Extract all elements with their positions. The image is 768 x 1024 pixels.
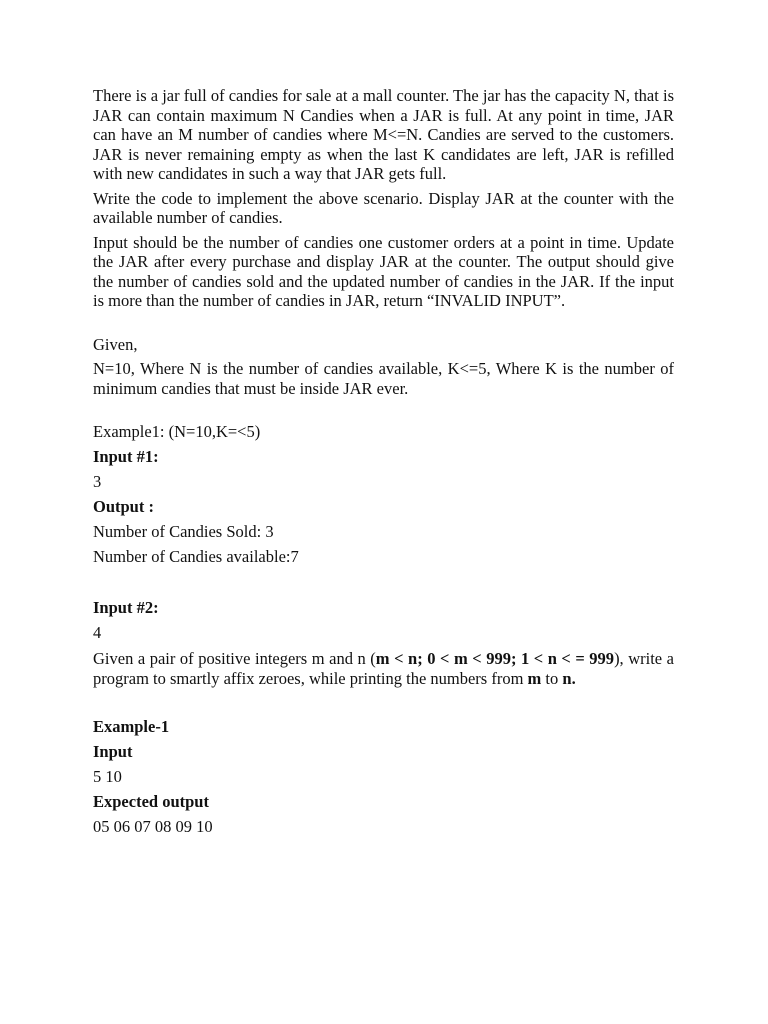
- question-2-text-3: to: [541, 668, 563, 688]
- example1-label: Example1: (N=10,K=<5): [93, 422, 261, 441]
- problem-paragraph-1: There is a jar full of candies for sale at a mall counter. The jar has the capacity N, that is JAR can contain maximum N Candies when a JAR is full. At any point in time, JAR can have an M number of candies where M<=N. Candies are served to the customers. JAR is never remaining empty as when the last K candidates are left, JAR is refilled with new candidates in such a way that JAR gets full.: [93, 86, 674, 183]
- input-label: Input: [93, 742, 133, 761]
- expected-output-value: 05 06 07 08 09 10: [93, 817, 213, 836]
- output-label: Output :: [93, 497, 154, 516]
- question-2-n: n.: [562, 668, 576, 688]
- input2-value: 4: [93, 623, 102, 642]
- question-2-constraints: m < n; 0 < m < 999; 1 < n < = 999: [375, 649, 615, 668]
- expected-output-label: Expected output: [93, 792, 209, 811]
- example-heading: Example-1: [93, 717, 170, 736]
- problem-paragraph-2: Write the code to implement the above scenario. Display JAR at the counter with the available number of candies.: [93, 188, 674, 227]
- question-2-text-1: Given a pair of positive integers m and n (: [93, 649, 376, 668]
- given-label: Given,: [93, 334, 138, 354]
- question-2-text-2: ), write a program to smartly affix zeroes, while printing the numbers from: [93, 649, 674, 688]
- input1-label: Input #1:: [93, 447, 159, 466]
- problem-paragraph-3: Input should be the number of candies one customer orders at a point in time. Update the JAR after every purchase and display JAR at the counter. The output should give the number of candies sold and the updated number of candies in the JAR. If the input is more than the number of candies in JAR, return “INVALID INPUT”.: [93, 232, 674, 310]
- given-text: N=10, Where N is the number of candies available, K<=5, Where K is the number of minimum candies that must be inside JAR ever.: [93, 359, 674, 398]
- document-page: [93, 86, 674, 839]
- input2-label: Input #2:: [93, 598, 159, 617]
- input1-value: 3: [93, 472, 102, 491]
- question-2-m: m: [527, 668, 542, 688]
- input-value: 5 10: [93, 767, 122, 786]
- output-line-2: Number of Candies available:7: [93, 547, 299, 566]
- output-line-1: Number of Candies Sold: 3: [93, 522, 274, 541]
- question-2-paragraph: [93, 649, 674, 688]
